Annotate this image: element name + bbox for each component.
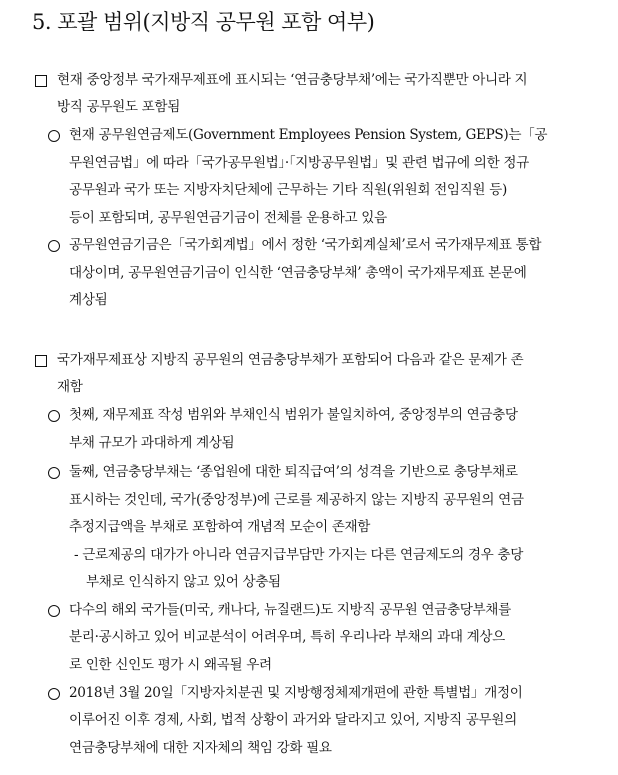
- paragraph-line: 국가재무제표상 지방직 공무원의 연금충당부채가 포함되어 다음과 같은 문제가 존: [57, 352, 524, 368]
- paragraph-line: 현재 중앙정부 국가재무제표에 표시되는 ‘연금충당부채’에는 국가직뿐만 아니라 지: [57, 72, 528, 88]
- paragraph-line: 첫째, 재무제표 작성 범위와 부채인식 범위가 불일치하여, 중앙정부의 연금충당: [69, 407, 518, 423]
- paragraph-line: 다수의 해외 국가들(미국, 캐나다, 뉴질랜드)도 지방직 공무원 연금충당부채를: [69, 602, 511, 618]
- paragraph-line: 무원연금법」에 따라「국가공무원법」·「지방공무원법」및 관련 법규에 의한 정규: [69, 155, 529, 171]
- paragraph-line: 방직 공무원도 포함됨: [57, 99, 180, 115]
- paragraph-line: 둘째, 연금충당부채는 ‘종업원에 대한 퇴직급여’의 성격을 기반으로 충당부채로: [69, 464, 518, 480]
- section-title: 5. 포괄 범위(지방직 공무원 포함 여부): [32, 10, 375, 34]
- circle-bullet-icon: [48, 125, 60, 145]
- paragraph-line: 공무원연금기금은「국가회계법」에서 정한 ‘국가회계실체’로서 국가재무제표 통합: [69, 237, 542, 253]
- paragraph-line: 로 인한 신인도 평가 시 왜곡될 우려: [69, 657, 272, 673]
- paragraph-line: 추정지급액을 부채로 포함하여 개념적 모순이 존재함: [69, 519, 371, 535]
- paragraph-line: 2018년 3월 20일「지방자치분권 및 지방행정체제개편에 관한 특별법」개정이: [69, 685, 523, 701]
- paragraph-line: 분리·공시하고 있어 비교분석이 어려우며, 특히 우리나라 부채의 과대 계상으: [69, 629, 505, 645]
- paragraph-line: 공무원과 국가 또는 지방자치단체에 근무하는 기타 직원(위원회 전임직원 등): [69, 182, 507, 198]
- paragraph-line: 부채 규모가 과대하게 계상됨: [69, 435, 235, 451]
- paragraph-line: 계상됨: [69, 292, 108, 308]
- paragraph-line: 표시하는 것인데, 국가(중앙정부)에 근로를 제공하지 않는 지방직 공무원의 연금: [69, 492, 524, 508]
- circle-bullet-icon: [48, 405, 60, 425]
- circle-bullet-icon: [48, 600, 60, 620]
- paragraph-line: 대상이며, 공무원연금기금이 인식한 ‘연금충당부채’ 총액이 국가재무제표 본문에: [69, 265, 527, 281]
- circle-bullet-icon: [48, 683, 60, 703]
- paragraph-line: 등이 포함되며, 공무원연금기금이 전체를 운용하고 있음: [69, 210, 387, 226]
- circle-bullet-icon: [48, 462, 60, 482]
- dash-line: 부채로 인식하지 않고 있어 상충됨: [86, 574, 281, 590]
- circle-bullet-icon: [48, 235, 60, 255]
- square-bullet-icon: [35, 70, 47, 90]
- paragraph-line: 이루어진 이후 경제, 사회, 법적 상황이 과거와 달라지고 있어, 지방직 공무원의: [69, 712, 517, 728]
- paragraph-line: 재함: [57, 379, 83, 395]
- paragraph-line: 연금충당부채에 대한 지자체의 책임 강화 필요: [69, 740, 332, 756]
- dash-line: - 근로제공의 대가가 아니라 연금지급부담만 가지는 다른 연금제도의 경우 충당: [74, 547, 523, 563]
- paragraph-line: 현재 공무원연금제도(Government Employees Pension System, GEPS)는「공: [69, 127, 548, 143]
- square-bullet-icon: [35, 350, 47, 370]
